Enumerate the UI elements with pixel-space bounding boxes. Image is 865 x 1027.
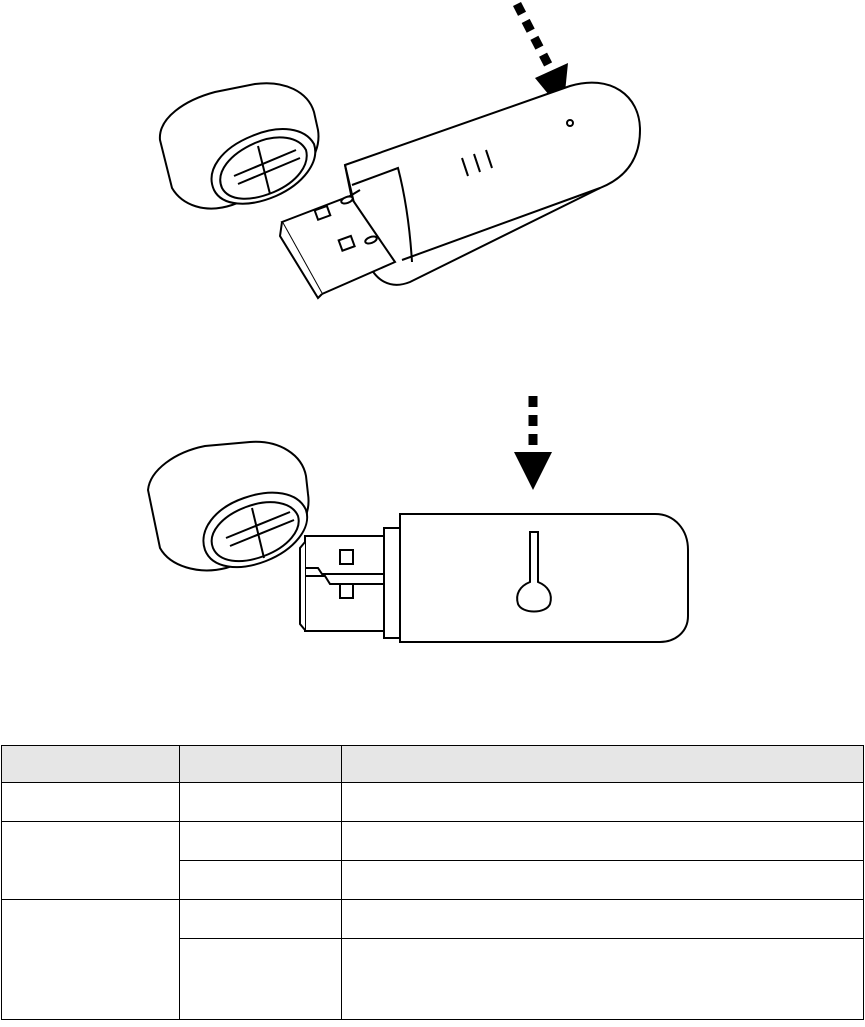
table-cell bbox=[180, 939, 342, 1020]
table-cell bbox=[342, 822, 864, 861]
led-indicator-icon bbox=[567, 120, 573, 126]
table-cell bbox=[180, 900, 342, 939]
table-cell bbox=[180, 822, 342, 861]
table-cell bbox=[180, 861, 342, 900]
usb-adapter-angled-figure bbox=[0, 0, 865, 320]
usb-cap-icon bbox=[148, 442, 309, 571]
table-row bbox=[2, 822, 864, 861]
usb-adapter-top-figure bbox=[0, 380, 865, 670]
table-header-cell bbox=[180, 746, 342, 783]
led-status-table bbox=[1, 745, 864, 1020]
table-cell bbox=[342, 783, 864, 822]
table-row bbox=[2, 900, 864, 939]
table-cell bbox=[342, 939, 864, 1020]
usb-adapter-body-icon bbox=[400, 514, 688, 642]
table-header-row bbox=[2, 746, 864, 783]
table-cell bbox=[2, 822, 180, 900]
usb-cap-icon bbox=[160, 83, 319, 208]
table-cell bbox=[180, 783, 342, 822]
usb-plug-icon bbox=[300, 528, 400, 638]
dashed-arrow-icon bbox=[514, 396, 552, 490]
table-cell bbox=[2, 900, 180, 1020]
table-cell bbox=[2, 783, 180, 822]
table-row bbox=[2, 783, 864, 822]
table-cell bbox=[342, 861, 864, 900]
table-cell bbox=[342, 900, 864, 939]
table-header-cell bbox=[2, 746, 180, 783]
table-header-cell bbox=[342, 746, 864, 783]
